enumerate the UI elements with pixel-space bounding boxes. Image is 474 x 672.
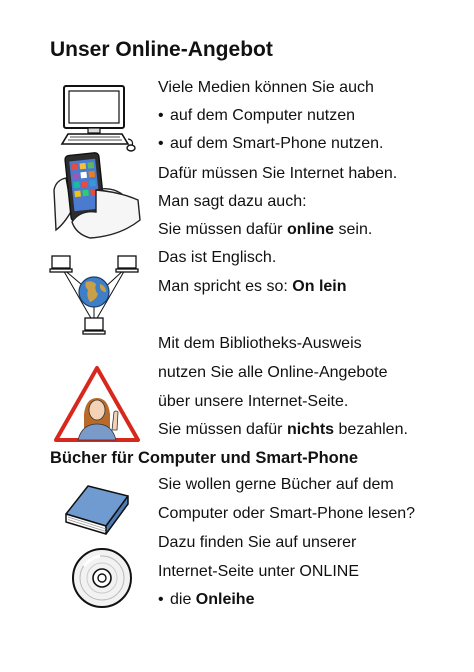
text-line-16: Internet-Seite unter ONLINE	[158, 563, 359, 580]
text-line-9: Mit dem Bibliotheks-Ausweis	[158, 335, 362, 352]
text-line-8: Man spricht es so: On lein	[158, 278, 347, 295]
text-line-15: Dazu finden Sie auf unserer	[158, 534, 357, 551]
text-line-3: • auf dem Smart-Phone nutzen.	[158, 135, 384, 152]
text-line-5: Man sagt dazu auch:	[158, 193, 307, 210]
attention-triangle-icon	[52, 364, 142, 444]
text-line-13: Sie wollen gerne Bücher auf dem	[158, 476, 394, 493]
smartphone-in-hand-icon	[50, 150, 144, 242]
text-line-11: über unsere Internet-Seite.	[158, 393, 349, 410]
text-line-17: • die Onleihe	[158, 591, 255, 608]
internet-network-icon	[48, 254, 140, 338]
bullet: •	[158, 591, 164, 608]
text-line-14: Computer oder Smart-Phone lesen?	[158, 505, 416, 522]
bullet: •	[158, 135, 164, 152]
text-line-6: Sie müssen dafür online sein.	[158, 221, 373, 238]
text-line-1: Viele Medien können Sie auch	[158, 79, 374, 96]
text-line-4: Dafür müssen Sie Internet haben.	[158, 165, 398, 182]
bullet: •	[158, 107, 164, 124]
book-icon	[62, 484, 130, 536]
text-line-12: Sie müssen dafür nichts bezahlen.	[158, 421, 408, 438]
text-line-2: • auf dem Computer nutzen	[158, 107, 355, 124]
section-heading: Bücher für Computer und Smart-Phone	[50, 449, 359, 467]
text-line-10: nutzen Sie alle Online-Angebote	[158, 364, 388, 381]
cd-disc-icon	[70, 546, 134, 610]
desktop-computer-icon	[58, 84, 138, 154]
page-title: Unser Online-Angebot	[50, 38, 273, 61]
text-line-7: Das ist Englisch.	[158, 249, 277, 266]
